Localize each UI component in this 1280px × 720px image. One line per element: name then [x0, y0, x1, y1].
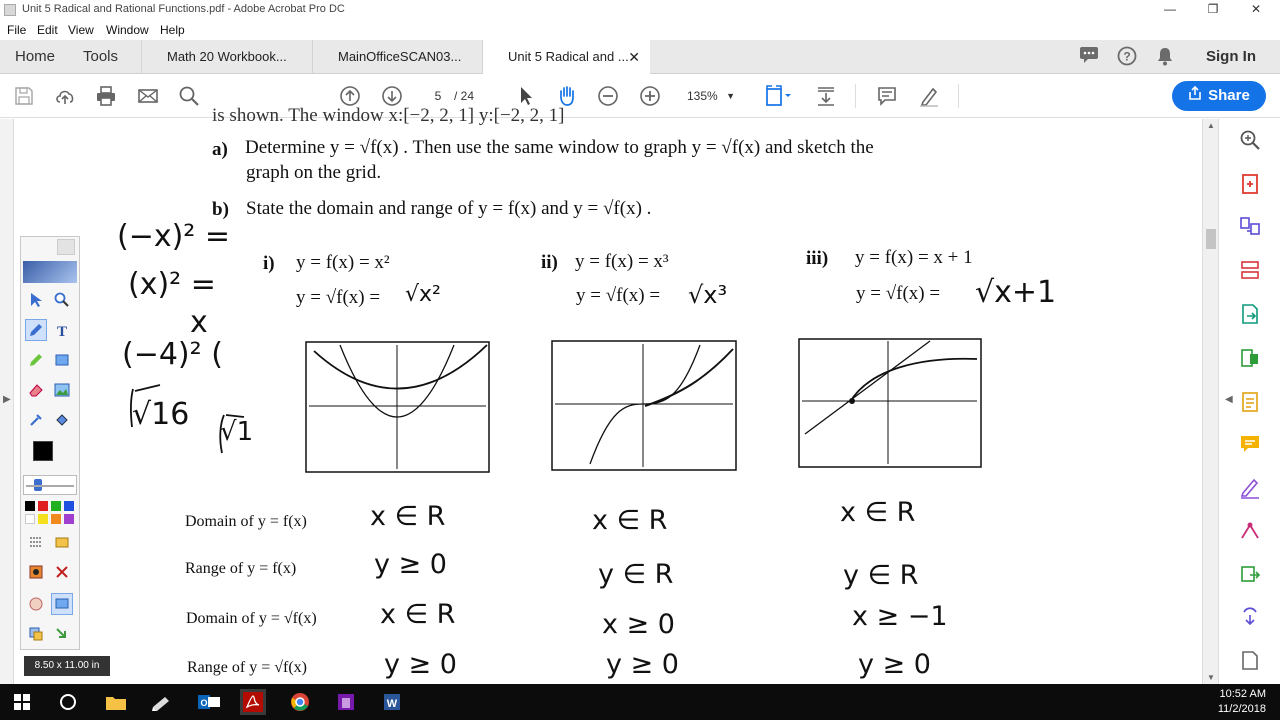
line-style-icon[interactable] [25, 531, 47, 553]
system-clock[interactable] [1218, 687, 1266, 717]
tab-label: MainOfficeSCAN03... [338, 49, 462, 64]
share-button[interactable] [1172, 81, 1266, 111]
answer-range-f-ii: y ∈ R [598, 559, 674, 590]
menu-bar [0, 20, 1280, 40]
tab-document-unit5[interactable] [482, 40, 650, 75]
upload-cloud-icon[interactable] [53, 84, 77, 108]
comment-icon[interactable] [1078, 46, 1100, 68]
send-for-review-icon[interactable] [1239, 563, 1261, 585]
slider-track [26, 485, 74, 487]
part-i-label: i) [263, 253, 275, 274]
scrollbar-thumb[interactable] [1206, 229, 1216, 249]
answer-domain-sqrt-iii: x ≥ −1 [852, 601, 948, 632]
question-a-label: a) [212, 139, 228, 160]
part-ii-label: ii) [541, 252, 558, 273]
magnifier-icon[interactable] [51, 289, 73, 311]
word-icon[interactable] [379, 689, 405, 715]
app-icon [4, 4, 16, 16]
file-explorer-icon[interactable] [103, 689, 129, 715]
svg-text:W: W [386, 698, 398, 710]
page-number-input[interactable]: 5 [420, 86, 456, 106]
menu-edit[interactable]: Edit [37, 23, 58, 37]
email-icon[interactable] [136, 84, 160, 108]
print-icon[interactable] [94, 84, 118, 108]
edit-pdf-icon[interactable] [1239, 347, 1261, 369]
scroll-mode-icon[interactable] [814, 84, 838, 108]
paint-app-icon[interactable] [148, 689, 174, 715]
pen-preview [23, 261, 77, 283]
taskbar [0, 684, 1280, 720]
export-pdf-icon[interactable] [1239, 303, 1261, 325]
clear-annotations-icon[interactable] [51, 561, 73, 583]
answer-domain-sqrt-i: x ∈ R [380, 599, 456, 630]
svg-text:O: O [200, 698, 208, 708]
stroke-color-swatch[interactable] [33, 441, 53, 461]
part-iii-sqrt: y = √f(x) = [856, 283, 941, 304]
margin-note-2: (x)² = [128, 267, 216, 302]
title-bar [0, 0, 1280, 20]
cut-off-line: is shown. The window x:[−2, 2, 1] y:[−2, 2, 1] [212, 105, 565, 126]
zoom-out-icon[interactable] [596, 84, 620, 108]
ink-annotation-toolbar [20, 236, 80, 650]
minimize-button[interactable]: — [1164, 2, 1176, 16]
sign-in-button[interactable]: Sign In [1206, 48, 1256, 65]
bell-icon[interactable] [1154, 46, 1176, 68]
layers-icon[interactable] [51, 531, 73, 553]
answer-domain-f-iii: x ∈ R [840, 497, 916, 528]
row-label-range-f: Range of y = f(x) [185, 560, 297, 577]
text-tool-icon[interactable] [51, 319, 73, 341]
part-i-function: y = f(x) = x² [296, 252, 390, 273]
copy-icon[interactable] [25, 623, 47, 645]
tools-more-icon[interactable] [1239, 649, 1261, 671]
create-pdf-icon[interactable] [1239, 173, 1261, 195]
highlighter-icon[interactable] [25, 349, 47, 371]
toolbar [0, 74, 1280, 118]
vertical-scrollbar[interactable] [1202, 119, 1218, 684]
protect-icon[interactable] [1239, 519, 1261, 541]
right-tools-panel [1218, 119, 1280, 684]
answer-range-f-iii: y ∈ R [843, 560, 919, 591]
page-size-tooltip: 8.50 x 11.00 in [24, 656, 110, 676]
tab-document-math20[interactable] [141, 40, 312, 74]
page-total: / 24 [454, 89, 475, 103]
answer-domain-sqrt-ii: x ≥ 0 [602, 609, 675, 640]
svg-text:T: T [56, 324, 68, 340]
onenote-icon[interactable] [333, 689, 359, 715]
tab-document-mainoffice[interactable] [312, 40, 482, 74]
part-ii-sqrt: y = √f(x) = [576, 285, 661, 306]
part-i-handwritten: √x² [405, 282, 441, 307]
margin-note-3: x [190, 305, 208, 340]
part-iii-function: y = f(x) = x + 1 [855, 247, 973, 268]
tab-bar [0, 40, 1280, 74]
pointer-icon[interactable] [25, 289, 47, 311]
color-palette[interactable] [25, 501, 77, 527]
comment-panel-icon[interactable] [1239, 433, 1261, 455]
clock-date: 11/2/2018 [1217, 703, 1266, 715]
answer-range-f-i: y ≥ 0 [374, 549, 447, 580]
help-icon[interactable] [1116, 46, 1138, 68]
windows-start-icon[interactable] [9, 689, 35, 715]
margin-note-6: √1 [220, 417, 254, 447]
search-icon[interactable] [177, 84, 201, 108]
tab-home[interactable]: Home [15, 48, 56, 65]
margin-note-5: √16 [132, 397, 190, 432]
eraser-icon[interactable] [25, 379, 47, 401]
graph-window-i [306, 342, 489, 472]
window-title: Unit 5 Radical and Rational Functions.pdf - Adobe Acrobat Pro DC [22, 3, 345, 15]
highlight-pen-icon[interactable] [917, 84, 941, 108]
zoom-value: 135% [687, 89, 718, 103]
margin-note-4: (−4)² ( [122, 337, 223, 372]
more-tools-icon[interactable] [1239, 605, 1261, 627]
close-tab-icon[interactable]: ✕ [628, 49, 640, 65]
zoom-select[interactable] [675, 86, 745, 106]
row-label-domain-f: Domain of y = f(x) [185, 513, 307, 530]
answer-range-sqrt-iii: y ≥ 0 [858, 649, 931, 680]
chrome-icon[interactable] [287, 689, 313, 715]
menu-file[interactable]: File [7, 23, 27, 37]
thickness-slider[interactable] [23, 475, 77, 495]
zoom-search-icon[interactable] [1239, 129, 1261, 151]
pen-tool-icon[interactable] [25, 319, 47, 341]
part-i-sqrt: y = √f(x) = [296, 287, 381, 308]
menu-window[interactable]: Window [106, 23, 149, 37]
answer-range-sqrt-i: y ≥ 0 [384, 649, 457, 680]
image-insert-icon[interactable] [51, 379, 73, 401]
graph-window-ii [552, 341, 736, 470]
part-iii-handwritten: √x+1 [975, 275, 1057, 310]
document-text-icon[interactable] [1239, 391, 1261, 413]
fit-page-icon[interactable] [764, 84, 794, 108]
outlook-icon[interactable] [196, 689, 222, 715]
combine-files-icon[interactable] [1239, 215, 1261, 237]
cortana-search-icon[interactable] [55, 689, 81, 715]
scroll-down-icon[interactable]: ▼ [1207, 673, 1215, 682]
question-a-text-2: graph on the grid. [246, 162, 382, 183]
close-window-button[interactable]: ✕ [1250, 2, 1262, 16]
organize-pages-icon[interactable] [1239, 259, 1261, 281]
question-b-label: b) [212, 199, 229, 220]
part-ii-function: y = f(x) = x³ [575, 251, 669, 272]
save-icon[interactable] [12, 84, 36, 108]
eyedropper-icon[interactable] [25, 409, 47, 431]
chevron-right-icon: ▶ [3, 394, 11, 405]
chevron-left-icon[interactable]: ◀ [1225, 394, 1233, 405]
answer-range-sqrt-ii: y ≥ 0 [606, 649, 679, 680]
chevron-down-icon: ▼ [726, 91, 735, 101]
row-label-range-sqrt: Range of y = √f(x) [187, 659, 307, 676]
fill-sign-icon[interactable] [1239, 477, 1261, 499]
part-iii-label: iii) [806, 248, 829, 269]
part-ii-handwritten: √x³ [688, 281, 728, 309]
document-view[interactable] [0, 105, 1218, 684]
whiteboard-icon[interactable] [25, 593, 47, 615]
tab-label: Unit 5 Radical and ... [508, 49, 629, 64]
download-icon[interactable] [51, 623, 73, 645]
tab-label: Math 20 Workbook... [167, 49, 287, 64]
tab-tools[interactable]: Tools [83, 48, 119, 65]
question-a-text: Determine y = √f(x) . Then use the same window to graph y = √f(x) and sketch the [245, 137, 874, 158]
answer-domain-f-ii: x ∈ R [592, 505, 668, 536]
add-comment-icon[interactable] [875, 84, 899, 108]
record-icon[interactable] [25, 561, 47, 583]
toolbar-grip[interactable] [57, 239, 75, 255]
screen-capture-icon[interactable] [51, 593, 73, 615]
margin-note-1: (−x)² = [117, 219, 230, 254]
scroll-up-icon[interactable]: ▲ [1207, 121, 1215, 130]
zoom-in-icon[interactable] [638, 84, 662, 108]
clock-time: 10:52 AM [1219, 688, 1266, 700]
toolbar-divider [958, 84, 959, 108]
question-b-text: State the domain and range of y = f(x) and y = √f(x) . [246, 198, 652, 219]
menu-view[interactable]: View [68, 23, 94, 37]
acrobat-icon[interactable] [240, 689, 266, 715]
toolbar-divider [855, 84, 856, 108]
svg-text:?: ? [1123, 49, 1131, 64]
restore-button[interactable]: ❐ [1207, 2, 1219, 16]
answer-domain-f-i: x ∈ R [370, 501, 446, 532]
share-icon [1188, 81, 1202, 111]
graph-window-iii [799, 339, 981, 467]
share-label: Share [1208, 87, 1250, 104]
row-label-domain-sqrt: Domain of y = √f(x) [186, 610, 317, 627]
paint-bucket-icon[interactable] [51, 409, 73, 431]
shape-rectangle-icon[interactable] [51, 349, 73, 371]
menu-help[interactable]: Help [160, 23, 185, 37]
